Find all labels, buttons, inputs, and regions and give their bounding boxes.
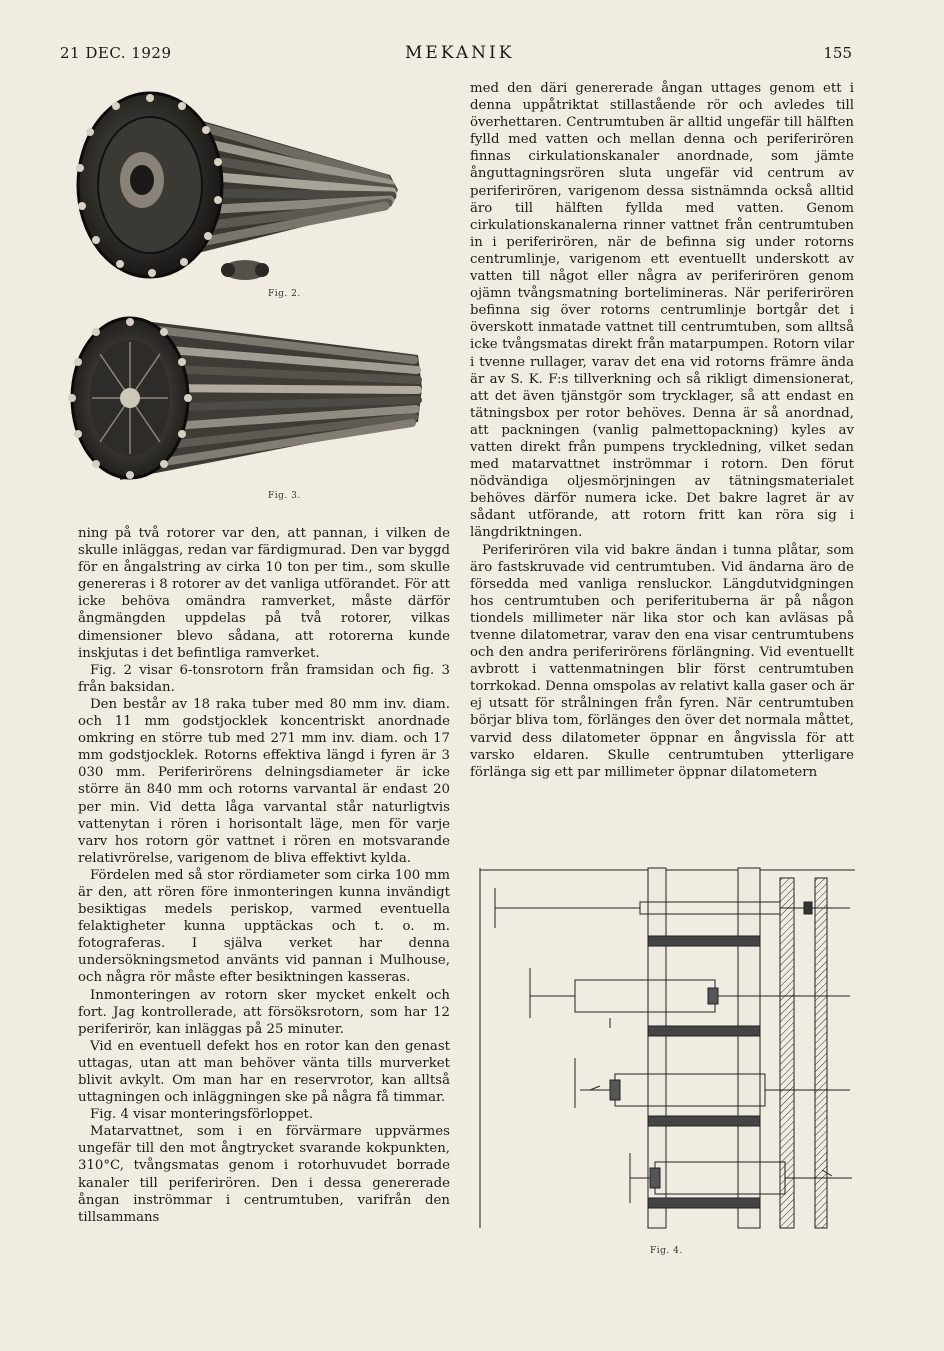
page-header	[60, 44, 852, 68]
rotor-front-photo	[60, 80, 440, 305]
paragraph: Periferirören vila vid bakre ändan i tunna plåtar, som äro fastskruvade vid centrumtuben. Vid ändarna äro de försedda med vanliga rensluckor. Längdutvidgningen hos centrumtuben och periferituberna är på någon tiondels millimeter när lika stor och kan avläsas på tvenne dilatometrar, varav den ena visar centrumtubens och den andra periferirörens förlängning. Vid eventuellt avbrott i vattenmatningen blir först centrumtuben torrkokad. Denna omspolas av relativt kalla gaser och är ej utsatt för strålningen från fyren. När centrumtuben börjar bliva tom, förlänges den över det normala måttet, varvid dess dilatometer öppnar en ångvissla för att varsko eldaren. Skulle centrumtuben ytterligare förlänga sig ett par millimeter öppnar dilatometern	[470, 542, 854, 780]
journal-title: MEKANIK	[405, 43, 515, 63]
right-text-column	[470, 80, 854, 781]
paragraph: Den består av 18 raka tuber med 80 mm inv. diam. och 11 mm godstjocklek koncentriskt anordnade omkring en större tub med 271 mm inv. diam. och 17 mm godstjocklek. Rotorns effektiva längd i fyren är 3 030 mm. Periferirörens delningsdiameter är icke större än 840 mm och rotorns varvantal är endast 20 per min. Vid detta låga varvantal står naturligtvis vattenytan i rören i horisontalt läge, men för varje varv hos rotorn gör vattnet i rören en motsvarande relativrörelse, varigenom de bliva effektivt kylda.	[78, 696, 450, 866]
paragraph: Fig. 2 visar 6-tonsrotorn från framsidan och fig. 3 från baksidan.	[78, 662, 450, 695]
figure-3-caption: Fig. 3.	[268, 491, 301, 501]
paragraph: med den däri genererade ångan uttages genom ett i denna uppåtriktat stillastående rör och avledes till överhettaren. Centrumtuben är alltid ungefär till hälften fylld med vatten och mellan denna och periferirören finnas cirkulationskanaler anordnade, som jämte ånguttagningsrören sluta ungefär vid centrum av periferirören, varigenom dessa sistnämnda också alltid äro till hälften fyllda med vatten. Genom cirkulationskanalerna rinner vattnet från centrumtuben in i periferirören, när de befinna sig under rotorns centrumlinje, varigenom ett eventuellt underskott av vatten till något eller några av periferirören genom ojämn tvångsmatning bortelimineras. När periferirören befinna sig över rotorns centrumlinje bortgår det i överskott inmatade vattnet till centrumtuben, som alltså icke tvångsmatas direkt från matarpumpen. Rotorn vilar i tvenne rullager, varav det ena vid rotorns främre ända är av S. K. F:s tillverkning och så rikligt dimensionerat, att det även tjänstgör som trycklager, så att endast en tätningsbox per rotor behöves. Denna är så anordnad, att packningen (vanlig palmettopackning) kyles av vatten direkt från pumpens tryckledning, vilket sedan med matarvattnet inströmmar i rotorn. Den förut nödvändiga oljesmörjningen av tätningsmaterialet behöves därför numera icke. Det bakre lagret är av sådant utförande, att rotorn fritt kan röra sig i längdriktningen.	[470, 81, 854, 541]
paragraph: Fördelen med så stor rördiameter som cirka 100 mm är den, att rören före inmonteringen kunna invändigt besiktigas medels periskop, varmed eventuella felaktigheter kunna upptäckas och t. o. m. fotograferas. I själva verket har denna undersökningsmetod använts vid pannan i Mulhouse, och några rör måste efter besiktningen kasseras.	[78, 867, 450, 986]
paragraph: Fig. 4 visar monteringsförloppet.	[90, 1107, 314, 1123]
figure-2-caption: Fig. 2.	[268, 289, 301, 299]
mounting-line-drawing	[470, 858, 860, 1238]
page-number: 155	[823, 44, 852, 62]
figure-4-mounting-diagram	[470, 858, 860, 1268]
paragraph: Inmonteringen av rotorn sker mycket enkelt och fort. Jag kontrollerade, att försöksrotorn, som har 12 periferirör, kan inläggas på 25 minuter.	[78, 987, 450, 1037]
issue-date: 21 DEC. 1929	[60, 44, 172, 62]
paragraph: Vid en eventuell defekt hos en rotor kan den genast uttagas, utan att man behöver vänta tills murverket blivit avkylt. Om man har en reservrotor, kan alltså uttagningen och inläggningen ske på några få timmar.	[78, 1038, 450, 1106]
figure-2-rotor-front	[60, 80, 440, 305]
rotor-rear-photo	[60, 310, 440, 495]
figure-3-rotor-rear	[60, 310, 440, 510]
paragraph: ning på två rotorer var den, att pannan, i vilken de skulle inläggas, redan var färdigmurad. Den var byggd för en ångalstring av cirka 10 ton per tim., som skulle genereras i 8 rotorer av det vanliga utförandet. För att icke behöva omändra ramverket, måste därför ångmängden uppdelas på två rotorer, vilkas dimensioner blevo sådana, att rotorerna kunde inskjutas i det befintliga ramverket.	[78, 526, 450, 661]
figure-4-caption: Fig. 4.	[650, 1246, 683, 1256]
left-text-column	[78, 525, 450, 1226]
paragraph: Matarvattnet, som i en förvärmare uppvärmes ungefär till den mot ångtrycket svarande kokpunkten, 310°C, tvångsmatas genom i rotorhuvudet borrade kanaler till periferirören. Den i dessa genererade ångan inströmmar i centrumtuben, varifrån den tillsammans	[78, 1124, 450, 1225]
